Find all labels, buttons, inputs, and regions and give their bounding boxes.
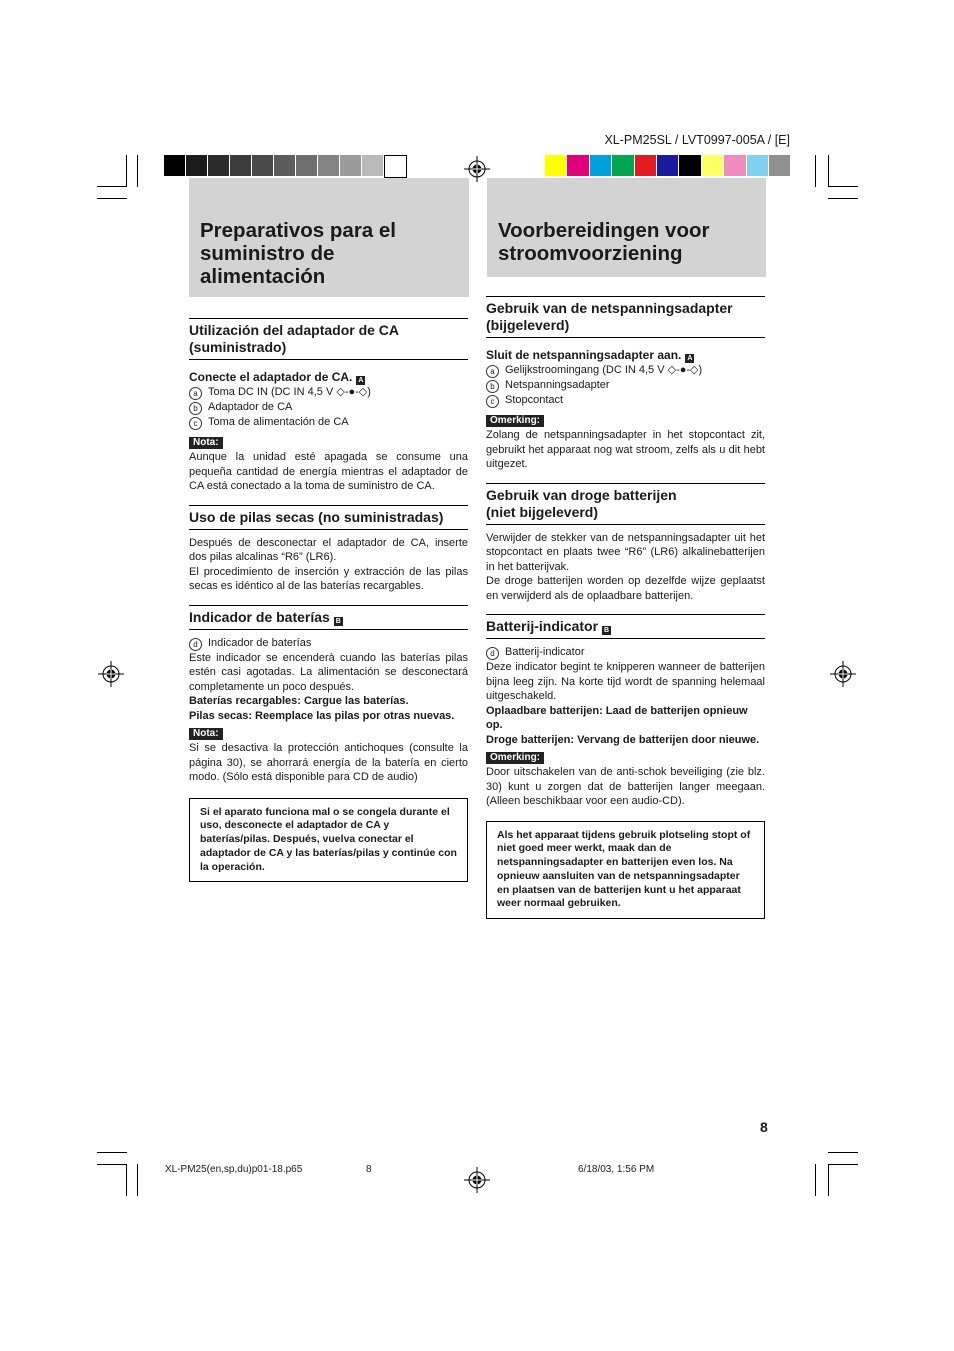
- section-heading: Gebruik van de netspanningsadapter (bijgeleverd): [486, 296, 765, 338]
- calibration-swatch: [318, 155, 339, 176]
- calibration-swatch: [612, 155, 633, 176]
- dutch-page-title: Voorbereidingen voor stroomvoorziening: [498, 219, 710, 265]
- calibration-swatch: [186, 155, 207, 176]
- note-text: Zolang de netspanningsadapter in het stopcontact zit, gebruikt het apparaat nog wat stroom, zelfs als u dit hebt uitgezet.: [486, 429, 765, 470]
- bold-line: Pilas secas: Reemplace las pilas por otras nuevas.: [189, 709, 455, 722]
- footer-filename: XL-PM25(en,sp,du)p01-18.p65: [165, 1164, 303, 1175]
- bold-line: Droge batterijen: Vervang de batterijen door nieuwe.: [486, 733, 760, 746]
- note-badge: Omerking:: [486, 752, 544, 764]
- dutch-column: [486, 296, 765, 919]
- calibration-swatch: [274, 155, 295, 176]
- note-badge: Nota:: [189, 728, 223, 740]
- registration-mark-icon: [830, 661, 856, 687]
- note-badge: Omerking:: [486, 415, 544, 427]
- spanish-column: [189, 318, 468, 882]
- warning-box: Als het apparaat tijdens gebruik plotseling stopt of niet goed meer werkt, maak dan de netspanningsadapter en batterijen even los. Na opnieuw aansluiten van de netspanningsadapter en plaatsen van de batterijen kunt u het apparaat weer normaal gebruiken.: [486, 821, 765, 920]
- page-number: 8: [760, 1119, 768, 1135]
- footer-page: 8: [366, 1164, 372, 1175]
- calibration-swatch: [567, 155, 588, 176]
- paragraph: Deze indicator begint te knipperen wanneer de batterijen bijna leeg zijn. Na korte tijd wordt de spanning helemaal uitgeschakeld.: [486, 661, 765, 702]
- note-badge: Nota:: [189, 437, 223, 449]
- registration-mark-icon: [464, 1167, 490, 1193]
- list-item: a Toma DC IN (DC IN 4,5 V ◇-●-◇): [189, 385, 468, 400]
- figure-ref-badge: B: [603, 627, 610, 634]
- section-heading: Gebruik van droge batterijen (niet bijgeleverd): [486, 483, 765, 525]
- list-item: d Batterij-indicator: [486, 645, 765, 660]
- spanish-page-title: Preparativos para el suministro de alimentación: [200, 219, 396, 288]
- calibration-swatch: [384, 155, 407, 178]
- registration-mark-icon: [98, 661, 124, 687]
- calibration-swatch: [340, 155, 361, 176]
- calibration-swatch: [362, 155, 383, 176]
- calibration-swatch: [252, 155, 273, 176]
- bold-line: Baterías recargables: Cargue las baterías.: [189, 695, 409, 707]
- section-heading: Batterij-indicator B: [486, 614, 765, 639]
- note-text: Aunque la unidad esté apagada se consume una pequeña cantidad de energía mientras el adaptador de CA está conectado a la toma de suministro de CA.: [189, 451, 468, 492]
- list-item: c Toma de alimentación de CA: [189, 415, 468, 430]
- calibration-swatch: [702, 155, 723, 176]
- list-item: b Adaptador de CA: [189, 400, 468, 415]
- calibration-swatch: [724, 155, 745, 176]
- warning-box: Si el aparato funciona mal o se congela durante el uso, desconecte el adaptador de CA y baterías/pilas. Después, vuelva conectar el adaptador de CA y las baterías/pilas y continúe con la operación.: [189, 798, 468, 883]
- calibration-swatch: [747, 155, 768, 176]
- figure-ref-badge: A: [358, 377, 364, 384]
- calibration-swatch: [296, 155, 317, 176]
- calibration-swatch: [164, 155, 185, 176]
- calibration-swatch: [545, 155, 566, 176]
- instruction: Sluit de netspanningsadapter aan. A: [486, 348, 693, 362]
- list-item: c Stopcontact: [486, 393, 765, 408]
- bold-line: Oplaadbare batterijen: Laad de batterijen opnieuw op.: [486, 704, 748, 731]
- calibration-swatch: [230, 155, 251, 176]
- list-item: a Gelijkstroomingang (DC IN 4,5 V ◇-●-◇): [486, 363, 765, 378]
- note-text: Door uitschakelen van de anti-schok beveiliging (zie blz. 30) kunt u zorgen dat de batterijen langer meegaan. (Alleen beschikbaar voor een audio-CD).: [486, 766, 765, 807]
- figure-ref-badge: A: [687, 355, 693, 362]
- section-heading: Utilización del adaptador de CA (suministrado): [189, 318, 468, 360]
- calibration-swatch: [679, 155, 700, 176]
- note-text: Si se desactiva la protección antichoques (consulte la página 30), se ahorrará energía de la batería en cierto modo. (Sólo está disponible para CD de audio): [189, 742, 468, 783]
- calibration-swatch: [208, 155, 229, 176]
- dutch-title-box: [487, 178, 766, 277]
- calibration-swatch: [769, 155, 790, 176]
- section-heading: Indicador de baterías B: [189, 605, 468, 630]
- paragraph: Después de desconectar el adaptador de CA, inserte dos pilas alcalinas “R6” (LR6).: [189, 536, 468, 563]
- paragraph: De droge batterijen worden op dezelfde wijze geplaatst en verwijderd als de oplaadbare batterijen.: [486, 575, 765, 602]
- model-code: XL-PM25SL / LVT0997-005A / [E]: [604, 133, 790, 147]
- calibration-swatch: [635, 155, 656, 176]
- paragraph: Verwijder de stekker van de netspanningsadapter uit het stopcontact en plaats twee “R6” (LR6) alkalinebatterijen in het batterijvak.: [486, 531, 765, 573]
- instruction: Conecte el adaptador de CA. A: [189, 370, 364, 384]
- section-heading: Uso de pilas secas (no suministradas): [189, 505, 468, 530]
- calibration-swatch: [590, 155, 611, 176]
- calibration-swatch: [657, 155, 678, 176]
- list-item: d Indicador de baterías: [189, 636, 468, 651]
- footer-timestamp: 6/18/03, 1:56 PM: [578, 1164, 655, 1175]
- paragraph: El procedimiento de inserción y extracción de las pilas secas es idéntico al de las baterías recargables.: [189, 565, 468, 592]
- list-item: b Netspanningsadapter: [486, 378, 765, 393]
- figure-ref-badge: B: [335, 617, 341, 625]
- spanish-title-box: [189, 178, 469, 297]
- paragraph: Este indicador se encenderà cuando las baterías pilas estén casi agotadas. La alimentación se desconectará completamente un poco después.: [189, 651, 468, 693]
